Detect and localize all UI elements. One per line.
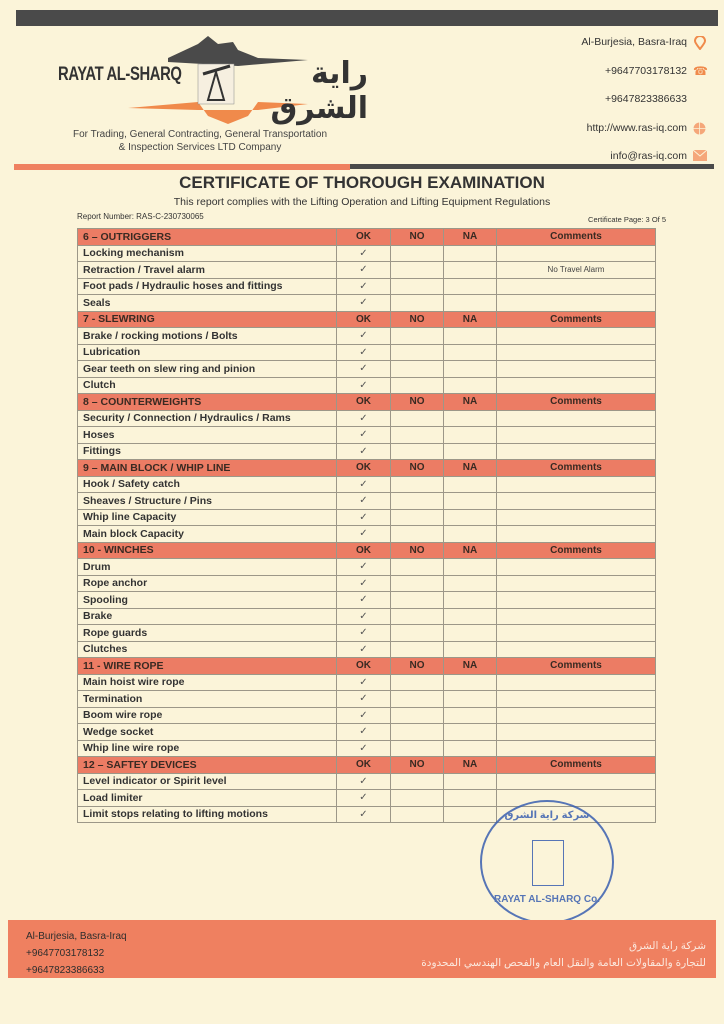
no-check-cell: [391, 559, 444, 576]
report-number: Report Number: RAS-C-230730065: [77, 212, 204, 221]
ok-check-cell: ✓: [337, 262, 391, 279]
na-check-cell: [444, 526, 497, 543]
ok-check-cell: ✓: [337, 410, 391, 427]
item-label: Load limiter: [78, 790, 337, 807]
contact-phone-2: +9647823386633: [604, 93, 687, 105]
na-check-cell: [444, 427, 497, 444]
contact-address: Al-Burjesia, Basra-Iraq: [466, 36, 706, 65]
company-logo: [58, 36, 368, 126]
ok-check-cell: ✓: [337, 245, 391, 262]
na-check-cell: [444, 790, 497, 807]
item-label: Brake / rocking motions / Bolts: [78, 328, 337, 345]
ok-check-cell: ✓: [337, 608, 391, 625]
no-check-cell: [391, 625, 444, 642]
comment-cell: [497, 377, 656, 394]
section-header-row: [78, 460, 656, 477]
item-label: Clutch: [78, 377, 337, 394]
na-check-cell: [444, 262, 497, 279]
no-check-cell: [391, 410, 444, 427]
stamp-english-text: RAYAT AL-SHARQ Co.: [494, 894, 600, 905]
na-check-cell: [444, 493, 497, 510]
na-check-cell: [444, 344, 497, 361]
mail-icon: [693, 150, 706, 163]
item-label: Boom wire rope: [78, 707, 337, 724]
ok-check-cell: ✓: [337, 493, 391, 510]
comment-cell: [497, 559, 656, 576]
comment-cell: [497, 707, 656, 724]
table-row: [78, 493, 656, 510]
na-check-cell: [444, 476, 497, 493]
section-title: 11 - WIRE ROPE: [78, 658, 337, 675]
ok-check-cell: ✓: [337, 575, 391, 592]
no-check-cell: [391, 427, 444, 444]
section-header-row: [78, 311, 656, 328]
comment-cell: [497, 328, 656, 345]
column-header-ok: OK: [337, 394, 391, 411]
item-label: Limit stops relating to lifting motions: [78, 806, 337, 823]
ok-check-cell: ✓: [337, 625, 391, 642]
comment-cell: [497, 608, 656, 625]
comment-cell: [497, 361, 656, 378]
item-label: Lubrication: [78, 344, 337, 361]
table-row: [78, 575, 656, 592]
column-header-ok: OK: [337, 542, 391, 559]
item-label: Whip line wire rope: [78, 740, 337, 757]
table-row: [78, 608, 656, 625]
section-header-row: [78, 542, 656, 559]
no-check-cell: [391, 443, 444, 460]
table-row: [78, 443, 656, 460]
ok-check-cell: ✓: [337, 526, 391, 543]
column-header-na: NA: [444, 394, 497, 411]
column-header-ok: OK: [337, 229, 391, 246]
table-row: [78, 377, 656, 394]
comment-cell: [497, 691, 656, 708]
no-check-cell: [391, 691, 444, 708]
ok-check-cell: ✓: [337, 443, 391, 460]
column-header-no: NO: [391, 311, 444, 328]
table-row: [78, 674, 656, 691]
na-check-cell: [444, 559, 497, 576]
na-check-cell: [444, 773, 497, 790]
section-title: 12 – SAFTEY DEVICES: [78, 757, 337, 774]
header-top-bar: [16, 10, 718, 26]
na-check-cell: [444, 443, 497, 460]
ok-check-cell: ✓: [337, 724, 391, 741]
comment-cell: [497, 674, 656, 691]
logo-arabic-name: راية الشرق: [270, 57, 368, 125]
no-check-cell: [391, 641, 444, 658]
ok-check-cell: ✓: [337, 278, 391, 295]
comment-cell: [497, 245, 656, 262]
item-label: Clutches: [78, 641, 337, 658]
item-label: Gear teeth on slew ring and pinion: [78, 361, 337, 378]
column-header-comments: Comments: [497, 757, 656, 774]
comment-cell: [497, 641, 656, 658]
na-check-cell: [444, 691, 497, 708]
comment-cell: [497, 526, 656, 543]
item-label: Brake: [78, 608, 337, 625]
comment-cell: [497, 443, 656, 460]
item-label: Main hoist wire rope: [78, 674, 337, 691]
contact-email[interactable]: info@ras-iq.com: [466, 150, 706, 179]
item-label: Drum: [78, 559, 337, 576]
header-divider-orange: [14, 164, 350, 170]
footer-bar: [8, 920, 716, 978]
column-header-comments: Comments: [497, 311, 656, 328]
page-title: CERTIFICATE OF THOROUGH EXAMINATION: [179, 173, 545, 192]
no-check-cell: [391, 278, 444, 295]
na-check-cell: [444, 295, 497, 312]
column-header-comments: Comments: [497, 229, 656, 246]
ok-check-cell: ✓: [337, 476, 391, 493]
table-row: [78, 724, 656, 741]
header-divider-dark: [350, 164, 714, 169]
table-row: [78, 410, 656, 427]
ok-check-cell: ✓: [337, 691, 391, 708]
company-tagline: [40, 128, 360, 154]
item-label: Hook / Safety catch: [78, 476, 337, 493]
na-check-cell: [444, 278, 497, 295]
no-check-cell: [391, 377, 444, 394]
comment-cell: [497, 278, 656, 295]
comment-cell: [497, 575, 656, 592]
na-check-cell: [444, 328, 497, 345]
globe-icon: [693, 122, 706, 135]
footer-arabic-company: شركة راية الشرق للتجارة والمقاولات العامة والنقل العام والفحص الهندسي المحدودة: [421, 940, 706, 969]
no-check-cell: [391, 674, 444, 691]
column-header-no: NO: [391, 460, 444, 477]
ok-check-cell: ✓: [337, 361, 391, 378]
certificate-page: Certificate Page: 3 Of 5: [588, 215, 666, 224]
ok-check-cell: ✓: [337, 707, 391, 724]
comment-cell: [497, 295, 656, 312]
section-title: 8 – COUNTERWEIGHTS: [78, 394, 337, 411]
no-check-cell: [391, 740, 444, 757]
no-check-cell: [391, 328, 444, 345]
column-header-comments: Comments: [497, 460, 656, 477]
na-check-cell: [444, 724, 497, 741]
no-check-cell: [391, 608, 444, 625]
na-check-cell: [444, 410, 497, 427]
item-label: Hoses: [78, 427, 337, 444]
comment-cell: [497, 493, 656, 510]
ok-check-cell: ✓: [337, 674, 391, 691]
table-row: [78, 476, 656, 493]
na-check-cell: [444, 625, 497, 642]
ok-check-cell: ✓: [337, 641, 391, 658]
item-label: Foot pads / Hydraulic hoses and fittings: [78, 278, 337, 295]
item-label: Termination: [78, 691, 337, 708]
ok-check-cell: ✓: [337, 740, 391, 757]
stamp-arabic-text: شركة راية الشرق: [504, 810, 590, 821]
no-check-cell: [391, 509, 444, 526]
na-check-cell: [444, 740, 497, 757]
table-row: [78, 740, 656, 757]
comment-cell: [497, 790, 656, 807]
table-row: [78, 262, 656, 279]
no-check-cell: [391, 344, 444, 361]
comment-cell: [497, 476, 656, 493]
item-label: Seals: [78, 295, 337, 312]
no-check-cell: [391, 773, 444, 790]
column-header-no: NO: [391, 542, 444, 559]
no-check-cell: [391, 806, 444, 823]
logo-english-name: RAYAT AL-SHARQ: [58, 64, 182, 85]
comment-cell: [497, 427, 656, 444]
ok-check-cell: ✓: [337, 295, 391, 312]
phone-icon: ☎: [693, 63, 708, 78]
comment-cell: [497, 410, 656, 427]
footer-contacts: Al-Burjesia, Basra-Iraq +9647703178132 +9647823386633: [26, 931, 127, 976]
item-label: Retraction / Travel alarm: [78, 262, 337, 279]
comment-cell: [497, 344, 656, 361]
column-header-ok: OK: [337, 658, 391, 675]
ok-check-cell: ✓: [337, 790, 391, 807]
oil-rig-icon: [532, 840, 564, 886]
contact-phone-1: +9647703178132 ☎: [604, 63, 708, 78]
section-header-row: [78, 229, 656, 246]
column-header-na: NA: [444, 757, 497, 774]
comment-cell: [497, 625, 656, 642]
column-header-no: NO: [391, 658, 444, 675]
examination-table: [77, 228, 656, 823]
column-header-ok: OK: [337, 460, 391, 477]
ok-check-cell: ✓: [337, 377, 391, 394]
column-header-comments: Comments: [497, 658, 656, 675]
na-check-cell: [444, 361, 497, 378]
ok-check-cell: ✓: [337, 806, 391, 823]
no-check-cell: [391, 476, 444, 493]
section-header-row: [78, 394, 656, 411]
no-check-cell: [391, 575, 444, 592]
na-check-cell: [444, 245, 497, 262]
section-header-row: [78, 658, 656, 675]
item-label: Wedge socket: [78, 724, 337, 741]
no-check-cell: [391, 724, 444, 741]
item-label: Security / Connection / Hydraulics / Rams: [78, 410, 337, 427]
section-header-row: [78, 757, 656, 774]
table-row: [78, 245, 656, 262]
no-check-cell: [391, 790, 444, 807]
na-check-cell: [444, 509, 497, 526]
column-header-na: NA: [444, 229, 497, 246]
no-check-cell: [391, 295, 444, 312]
item-label: Level indicator or Spirit level: [78, 773, 337, 790]
item-label: Sheaves / Structure / Pins: [78, 493, 337, 510]
item-label: Main block Capacity: [78, 526, 337, 543]
column-header-na: NA: [444, 542, 497, 559]
column-header-na: NA: [444, 311, 497, 328]
ok-check-cell: ✓: [337, 509, 391, 526]
table-row: [78, 625, 656, 642]
no-check-cell: [391, 262, 444, 279]
tagline-line-1: For Trading, General Contracting, General Transportation: [72, 129, 328, 140]
comment-cell: [497, 773, 656, 790]
table-row: [78, 526, 656, 543]
na-check-cell: [444, 674, 497, 691]
column-header-comments: Comments: [497, 394, 656, 411]
item-label: Spooling: [78, 592, 337, 609]
na-check-cell: [444, 377, 497, 394]
section-title: 7 - SLEWRING: [78, 311, 337, 328]
company-stamp: [480, 800, 614, 924]
page-subtitle: This report complies with the Lifting Operation and Lifting Equipment Regulations: [173, 196, 551, 208]
column-header-comments: Comments: [497, 542, 656, 559]
table-row: [78, 427, 656, 444]
item-label: Locking mechanism: [78, 245, 337, 262]
section-title: 10 - WINCHES: [78, 542, 337, 559]
table-row: [78, 361, 656, 378]
table-row: [78, 509, 656, 526]
table-row: [78, 344, 656, 361]
comment-cell: [497, 592, 656, 609]
ok-check-cell: ✓: [337, 773, 391, 790]
no-check-cell: [391, 592, 444, 609]
na-check-cell: [444, 608, 497, 625]
column-header-na: NA: [444, 460, 497, 477]
no-check-cell: [391, 526, 444, 543]
na-check-cell: [444, 575, 497, 592]
ok-check-cell: ✓: [337, 427, 391, 444]
column-header-na: NA: [444, 658, 497, 675]
item-label: Whip line Capacity: [78, 509, 337, 526]
table-row: [78, 773, 656, 790]
column-header-ok: OK: [337, 757, 391, 774]
location-pin-icon: [693, 36, 706, 49]
table-row: [78, 328, 656, 345]
column-header-ok: OK: [337, 311, 391, 328]
column-header-no: NO: [391, 394, 444, 411]
item-label: Fittings: [78, 443, 337, 460]
no-check-cell: [391, 245, 444, 262]
table-row: [78, 691, 656, 708]
table-row: [78, 295, 656, 312]
comment-cell: [497, 509, 656, 526]
comment-cell: No Travel Alarm: [497, 262, 656, 279]
table-row: [78, 592, 656, 609]
column-header-no: NO: [391, 229, 444, 246]
ok-check-cell: ✓: [337, 592, 391, 609]
na-check-cell: [444, 707, 497, 724]
table-row: [78, 641, 656, 658]
comment-cell: [497, 740, 656, 757]
section-title: 9 – MAIN BLOCK / WHIP LINE: [78, 460, 337, 477]
no-check-cell: [391, 361, 444, 378]
section-title: 6 – OUTRIGGERS: [78, 229, 337, 246]
table-row: [78, 559, 656, 576]
item-label: Rope guards: [78, 625, 337, 642]
no-check-cell: [391, 707, 444, 724]
na-check-cell: [444, 592, 497, 609]
na-check-cell: [444, 641, 497, 658]
table-row: [78, 707, 656, 724]
tagline-line-2: & Inspection Services LTD Company: [118, 142, 282, 153]
contact-website[interactable]: http://www.ras-iq.com: [466, 122, 706, 151]
ok-check-cell: ✓: [337, 559, 391, 576]
no-check-cell: [391, 493, 444, 510]
ok-check-cell: ✓: [337, 344, 391, 361]
table-row: [78, 278, 656, 295]
comment-cell: [497, 724, 656, 741]
item-label: Rope anchor: [78, 575, 337, 592]
header-contacts: [466, 36, 706, 179]
ok-check-cell: ✓: [337, 328, 391, 345]
column-header-no: NO: [391, 757, 444, 774]
